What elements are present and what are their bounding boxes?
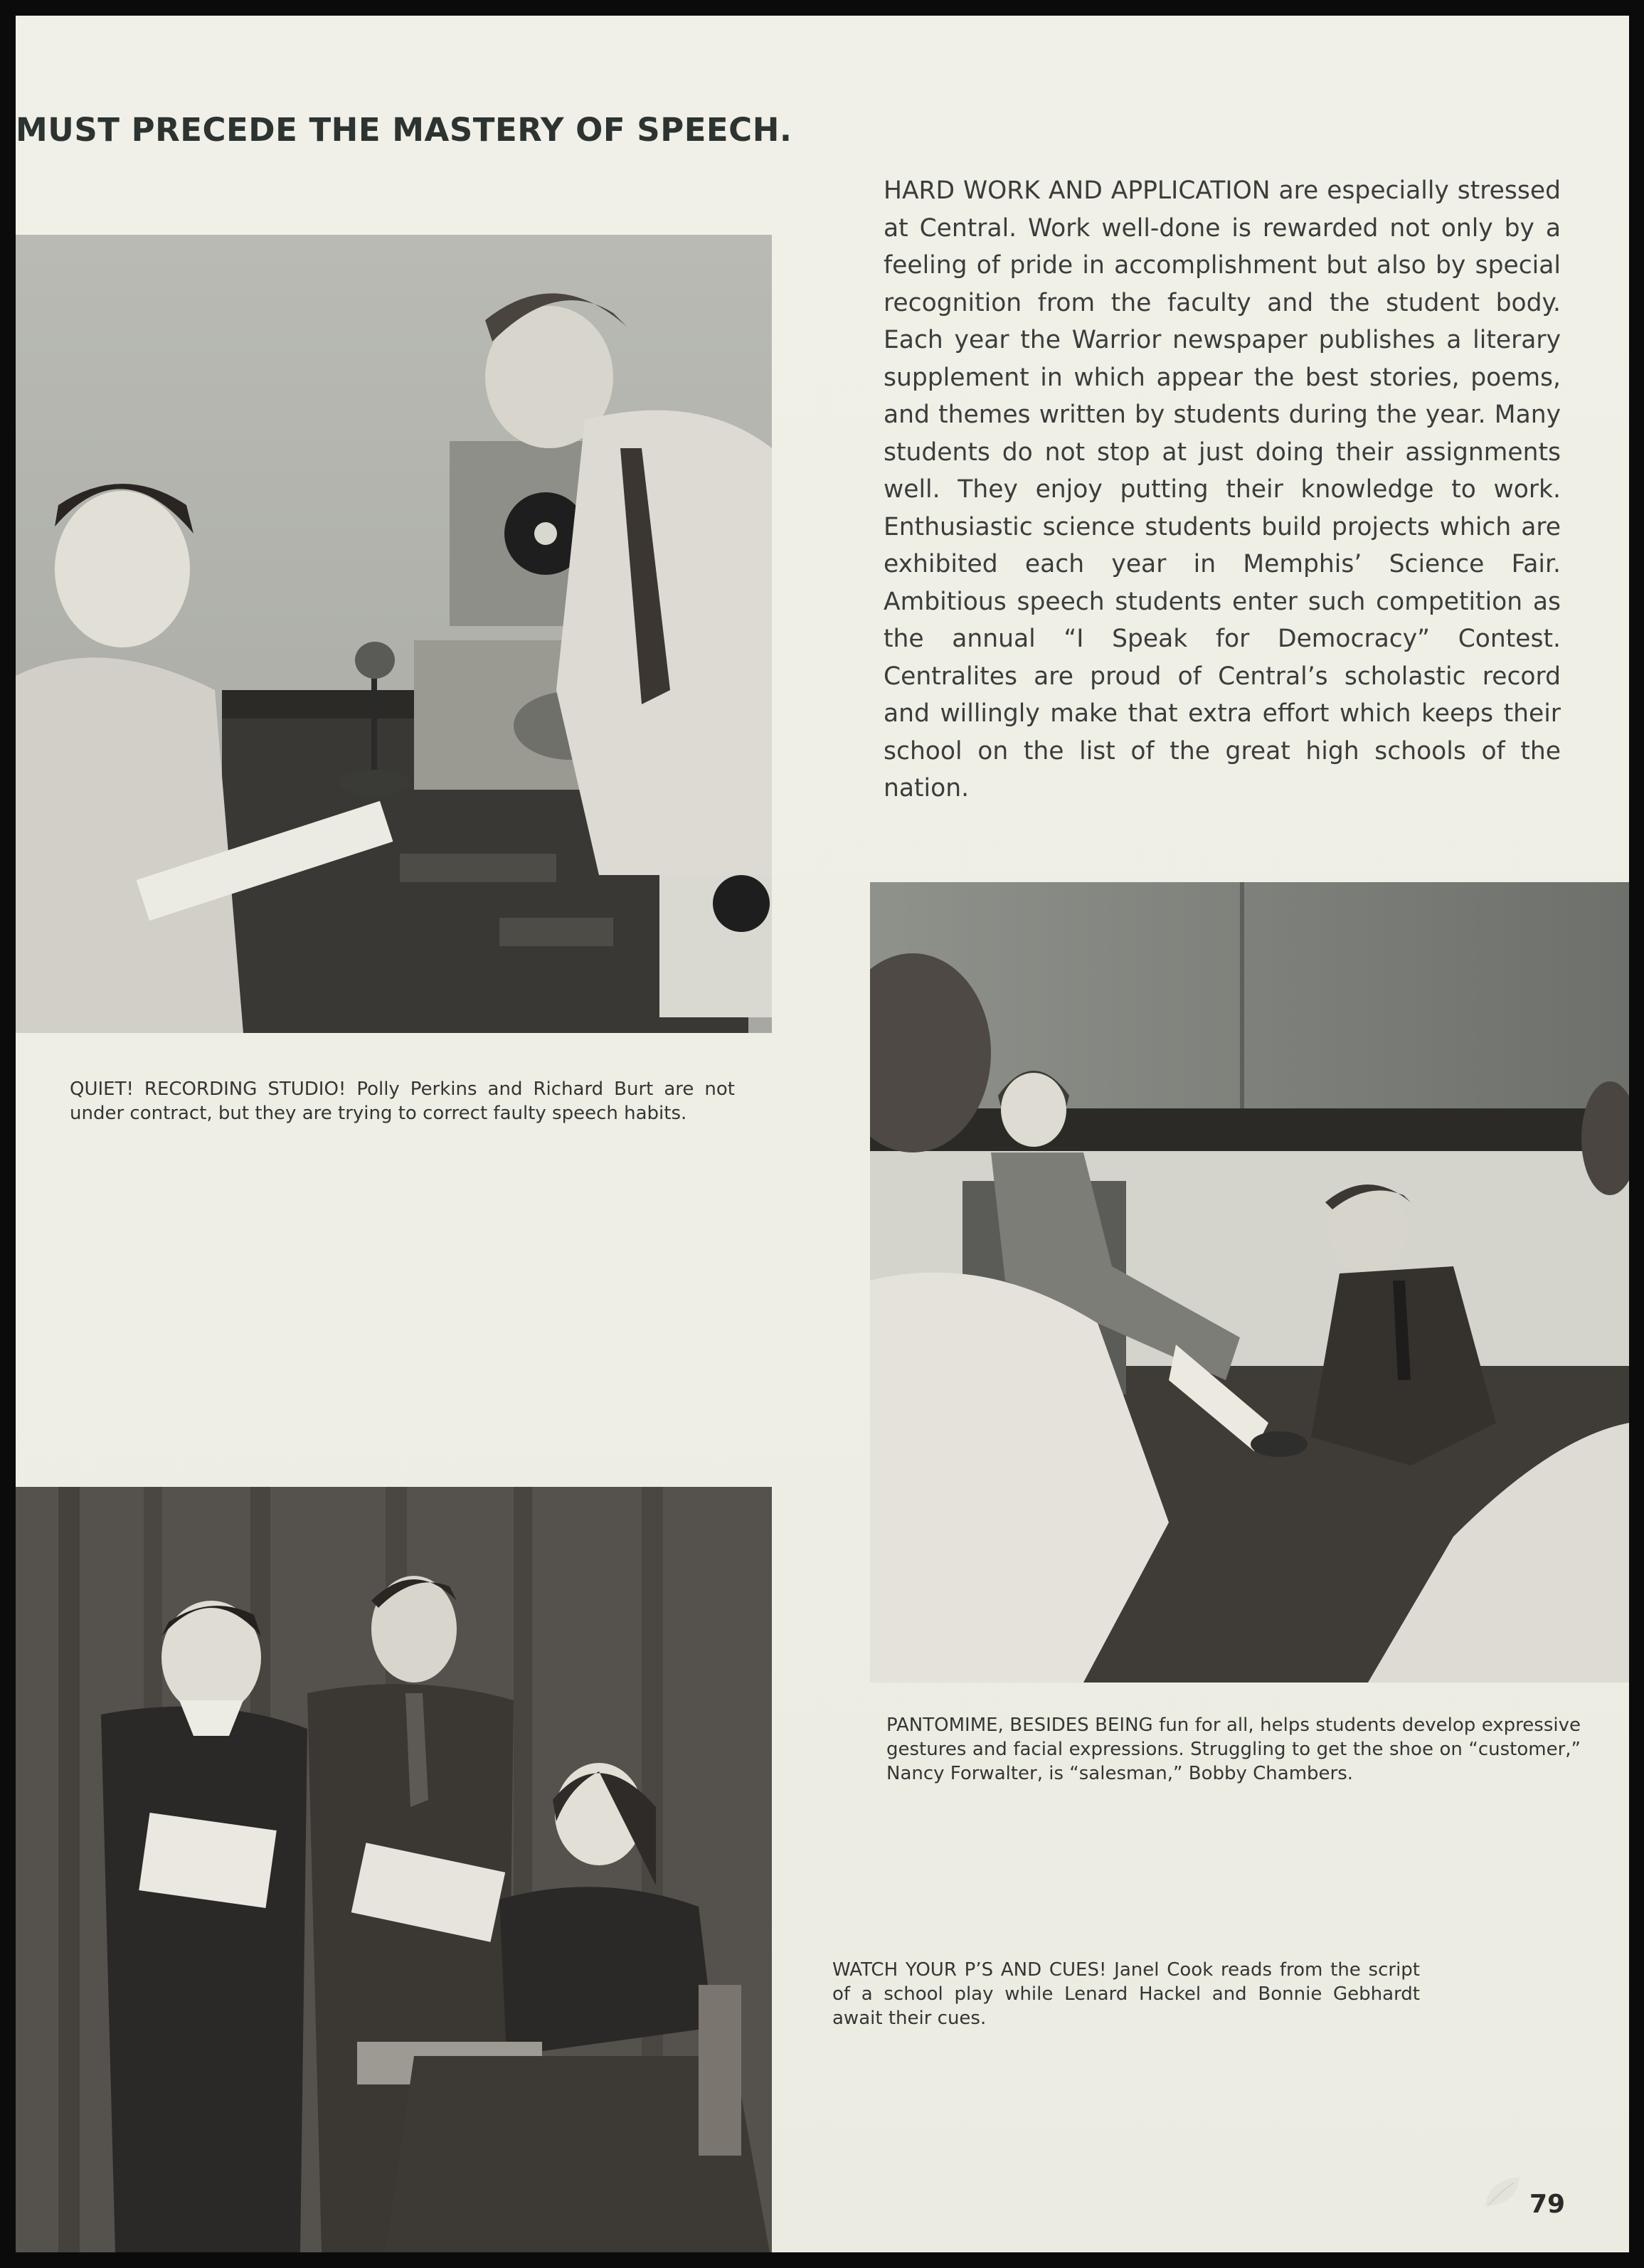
caption-recording-studio: QUIET! RECORDING STUDIO! Polly Perkins and Richard Burt are not under contract, but they are trying to correct faulty speech habits. [70,1079,735,1124]
yearbook-page [16,16,1629,2252]
article-body: HARD WORK AND APPLICATION are especially stressed at Central. Work well-done is rewarded not only by a feeling of pride in accomplishment but also by special recognition from the faculty and the student body. Each year the Warrior newspaper publishes a literary supplement in which appear the best stories, poems, and themes written by students during the year. Many students do not stop at just doing their assignments well. They enjoy putting their knowledge to work. Enthusiastic science students build projects which are exhibited each year in Memphis’ Science Fair. Ambitious speech students enter such competition as the annual “I Speak for Democracy” Contest. Centralites are proud of Central’s scholastic record and willingly make that extra effort which keeps their school on the list of the great high schools of the nation. [884,176,1561,802]
photo-watch-cues-image [16,1487,772,2252]
photo-recording-studio-image [16,235,772,1033]
photo-recording-studio [16,235,772,1033]
page-number: 79 [1529,2190,1566,2219]
caption-watch-cues: WATCH YOUR P’S AND CUES! Janel Cook reads from the script of a school play while Lenard Hackel and Bonnie Gebhardt await their cues. [832,1959,1420,2029]
photo-watch-cues [16,1487,772,2252]
photo-pantomime [870,882,1629,1683]
leaf-icon [1481,2173,1524,2213]
photo-pantomime-image [870,882,1629,1683]
caption-pantomime: PANTOMIME, BESIDES BEING fun for all, helps students develop expressive gestures and facial expressions. Struggling to get the shoe on “customer,” Nancy Forwalter, is “salesman,” Bobby Chambers. [886,1715,1581,1784]
page-headline: MUST PRECEDE THE MASTERY OF SPEECH. [16,111,792,149]
